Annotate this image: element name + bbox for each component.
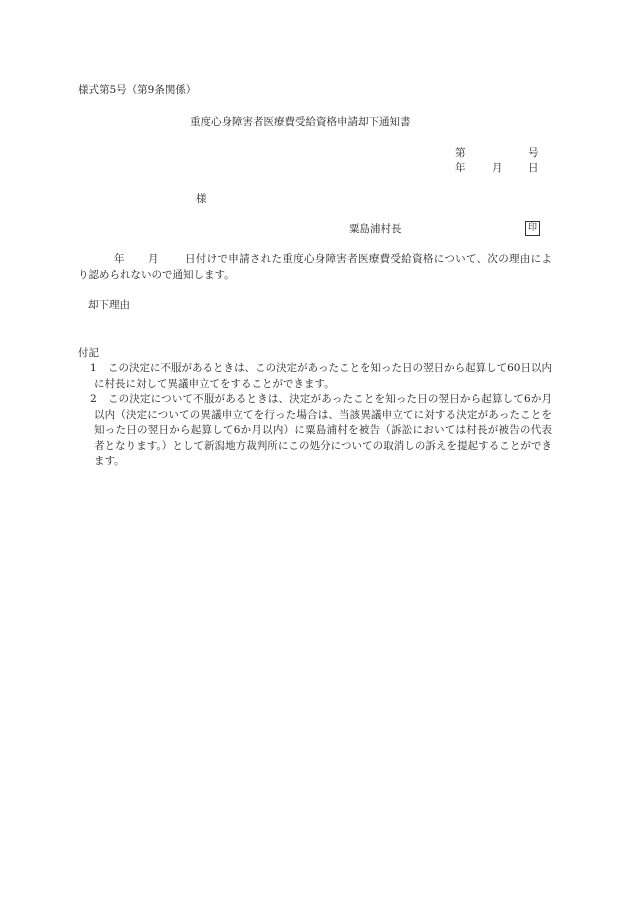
date-day: 日 [528,162,539,174]
reason-heading: 却下理由 [88,299,130,311]
date-month: 月 [492,162,503,174]
number-prefix: 第 [455,147,466,159]
form-number: 様式第5号（第9条関係） [78,84,197,96]
notes-heading: 付記 [78,347,99,359]
seal-mark: 印 [525,221,540,236]
addressee-suffix: 様 [196,193,207,205]
note-2-number: 2 [90,393,97,405]
note-1-number: 1 [90,362,97,374]
date-year: 年 [455,162,466,174]
document-title: 重度心身障害者医療費受給資格申請却下通知書 [190,116,411,128]
body-year: 年 [114,253,125,265]
note-1-text: この決定に不服があるときは、この決定があったことを知った日の翌日から起算して60日以内に村長に対して異議申立てをすることができます。 [94,362,552,390]
number-suffix: 号 [528,147,539,159]
issuer-name: 粟島浦村長 [349,223,402,235]
body-month: 月 [148,253,159,265]
note-2-text: この決定について不服があるときは、決定があったことを知った日の翌日から起算して6か月以内（決定についての異議申立てを行った場合は、当該異議申立てに対する決定があったことを知った日の翌日から起算して6か月以内）に粟島浦村を被告（訴訟においては村長が被告の代表者となります。）として新潟地方裁判所にこの処分についての取消しの訴えを提起することができます。 [94,393,552,467]
body-paragraph [78,252,552,283]
body-text: 日付けで申請された重度心身障害者医療費受給資格について、次の理由により認められないので通知します。 [78,253,552,281]
